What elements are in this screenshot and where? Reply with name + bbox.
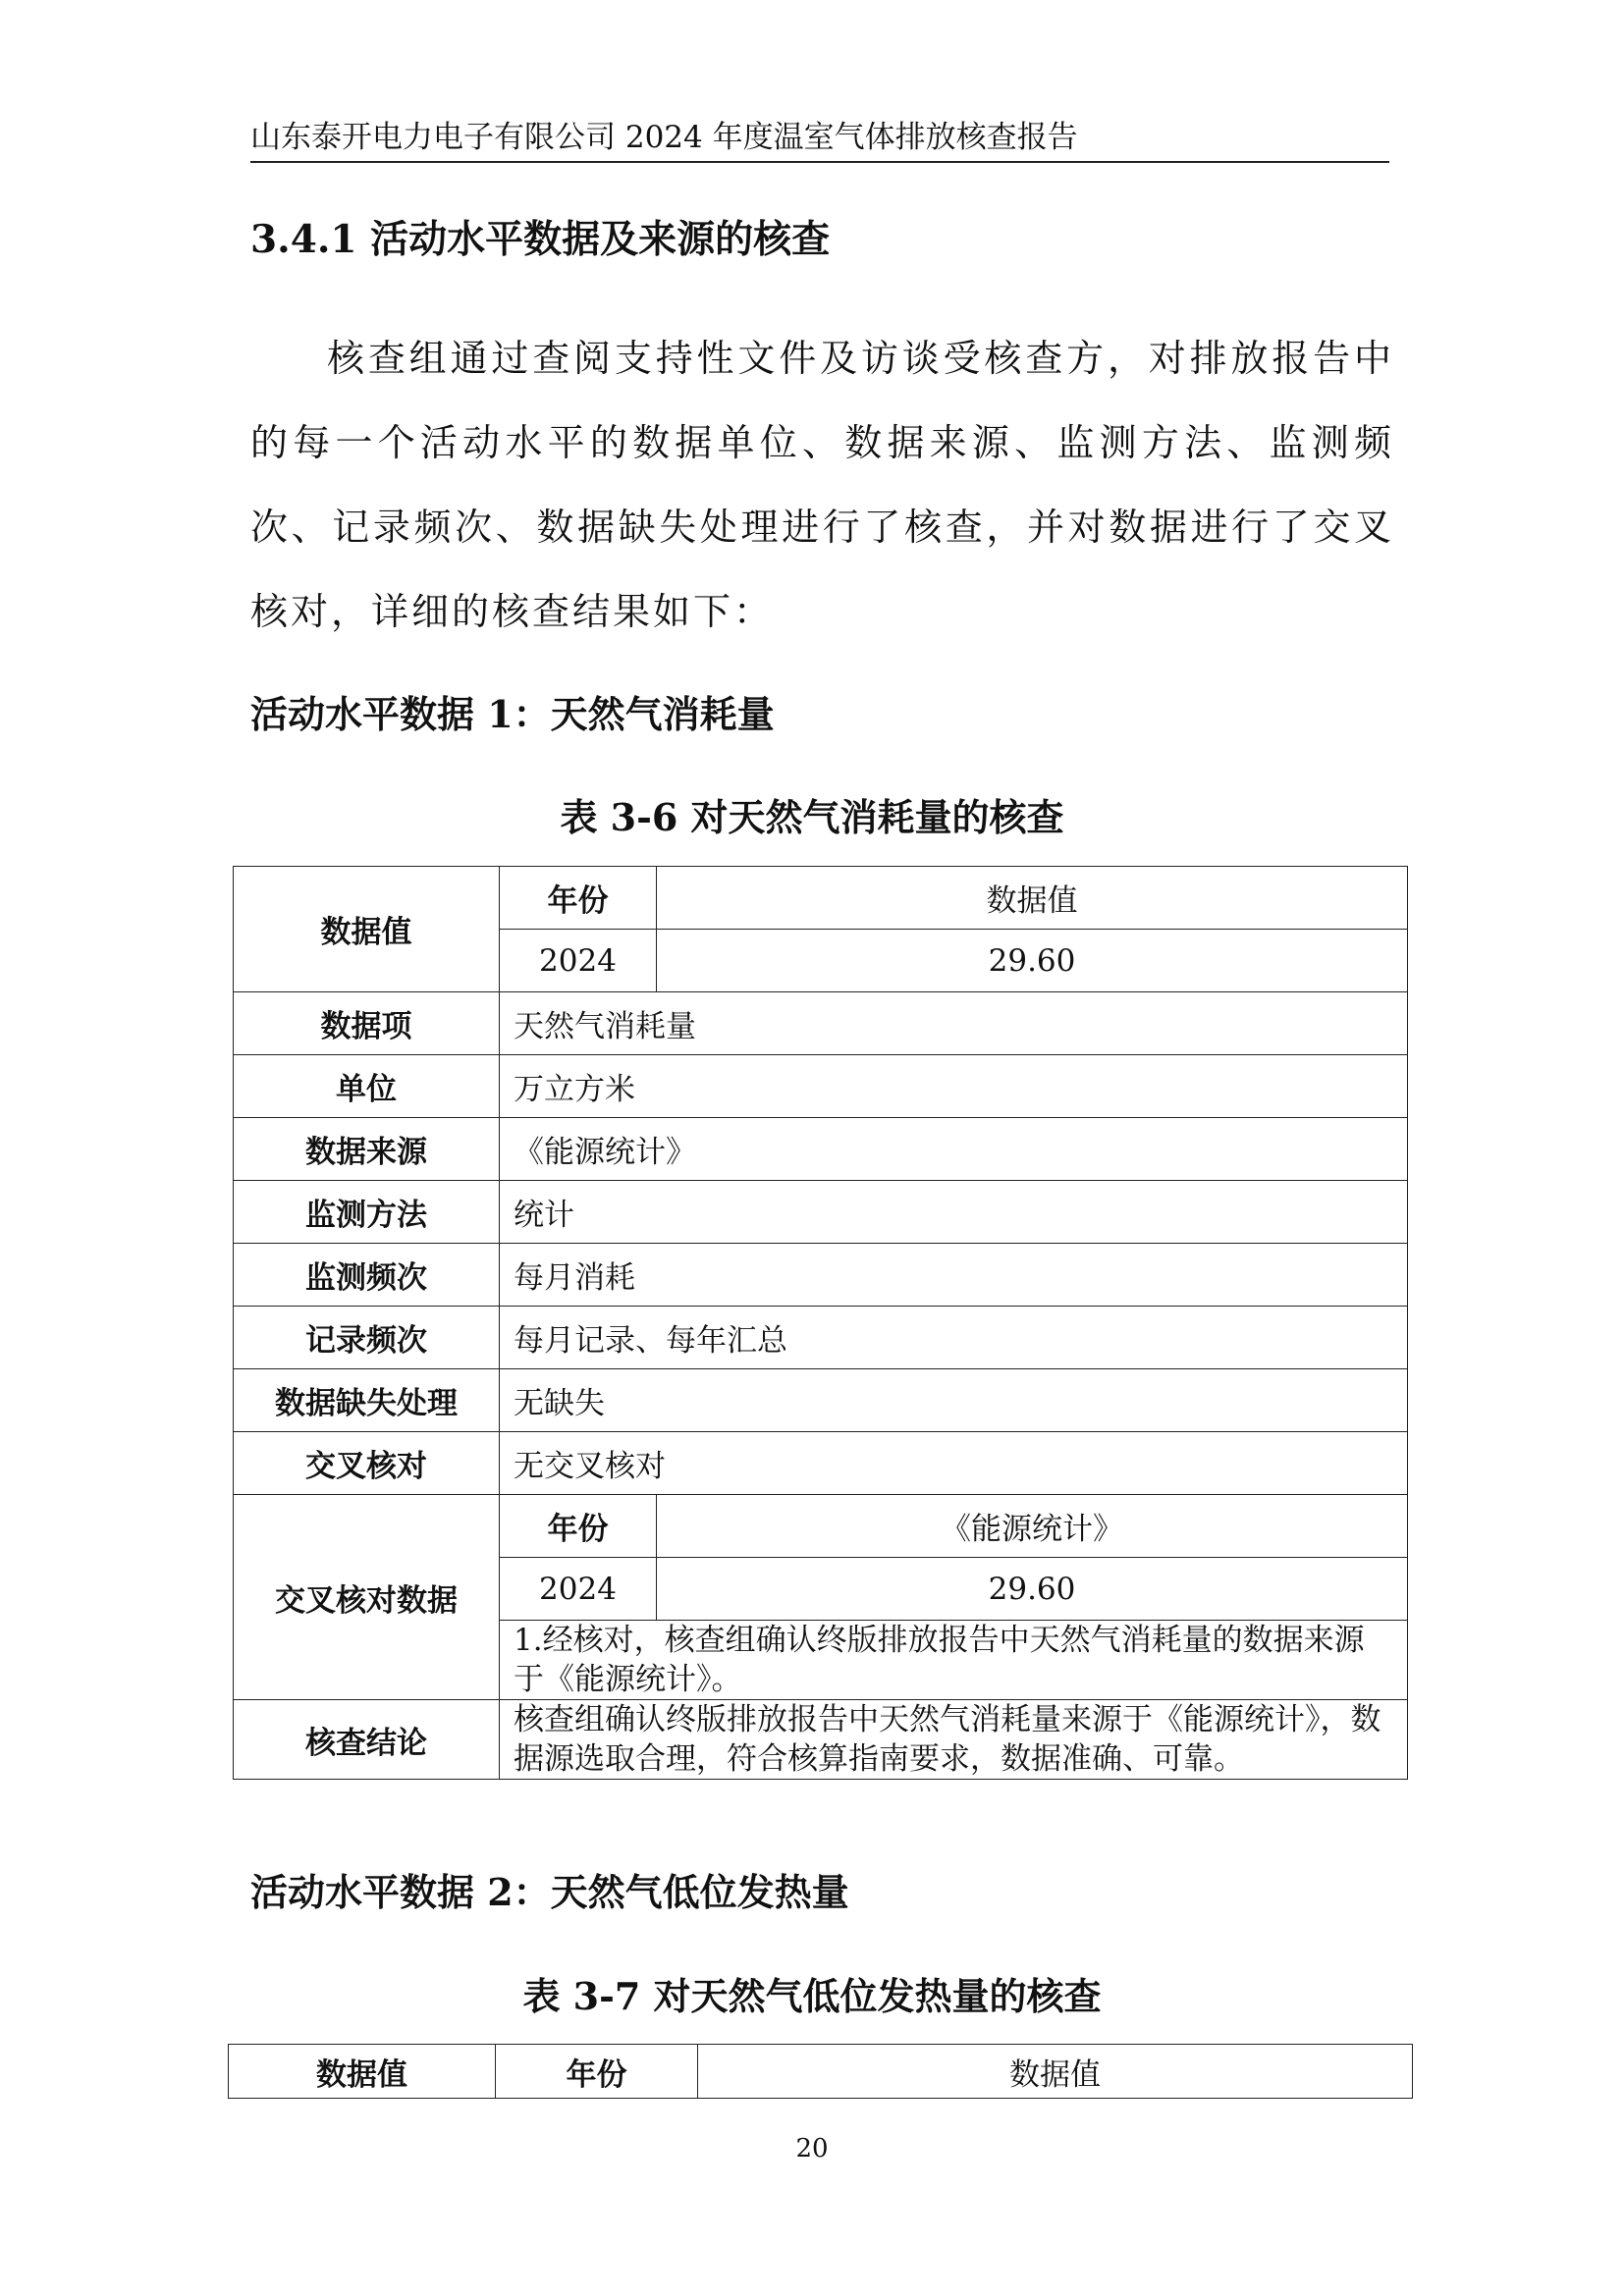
table-row (229, 2045, 1413, 2099)
value-header: 数据值 (657, 867, 1408, 930)
activity-1-heading: 活动水平数据 1：天然气消耗量 (250, 692, 775, 736)
table-row (234, 1307, 1408, 1369)
table-3-7-caption: 表 3-7 对天然气低位发热量的核查 (522, 1974, 1102, 2018)
row-label: 记录频次 (234, 1307, 500, 1369)
row-value: 《能源统计》 (500, 1118, 1408, 1181)
table-3-6 (233, 866, 1408, 1780)
table-row (234, 867, 1408, 930)
cross-check-data-label: 交叉核对数据 (234, 1495, 500, 1700)
row-value: 每月消耗 (500, 1244, 1408, 1307)
conclusion-text: 核查组确认终版排放报告中天然气消耗量来源于《能源统计》，数据源选取合理，符合核算指南要求，数据准确、可靠。 (500, 1700, 1408, 1780)
value-cell: 29.60 (657, 930, 1408, 992)
page-header: 山东泰开电力电子有限公司 2024 年度温室气体排放核查报告 (250, 116, 1389, 163)
conclusion-label: 核查结论 (234, 1700, 500, 1780)
page-number: 20 (795, 2134, 829, 2163)
row-value: 无交叉核对 (500, 1432, 1408, 1495)
row-label: 单位 (234, 1055, 500, 1118)
table-row (234, 1118, 1408, 1181)
table-row (234, 1432, 1408, 1495)
row-value: 统计 (500, 1181, 1408, 1244)
year-header: 年份 (496, 2045, 698, 2099)
row-label: 监测方法 (234, 1181, 500, 1244)
section-heading: 3.4.1 活动水平数据及来源的核查 (250, 217, 831, 262)
row-value: 天然气消耗量 (500, 992, 1408, 1055)
activity-2-heading: 活动水平数据 2：天然气低位发热量 (250, 1870, 849, 1914)
row-label: 数据项 (234, 992, 500, 1055)
data-value-label: 数据值 (234, 867, 500, 992)
table-3-7 (228, 2044, 1413, 2099)
row-label: 数据缺失处理 (234, 1369, 500, 1432)
cross-check-note: 1.经核对，核查组确认终版排放报告中天然气消耗量的数据来源于《能源统计》。 (500, 1621, 1408, 1700)
year-header: 年份 (500, 867, 657, 930)
table-row (234, 992, 1408, 1055)
table-row (234, 1495, 1408, 1558)
row-label: 数据来源 (234, 1118, 500, 1181)
table-3-6-caption: 表 3-6 对天然气消耗量的核查 (560, 795, 1064, 839)
intro-paragraph: 核查组通过查阅支持性文件及访谈受核查方，对排放报告中的每一个活动水平的数据单位、数据来源、监测方法、监测频次、记录频次、数据缺失处理进行了核查，并对数据进行了交叉核对，详细的核查结果如下： (250, 337, 1394, 633)
value-header: 数据值 (698, 2045, 1413, 2099)
row-label: 交叉核对 (234, 1432, 500, 1495)
table-row (234, 1181, 1408, 1244)
row-value: 无缺失 (500, 1369, 1408, 1432)
data-value-label: 数据值 (229, 2045, 496, 2099)
cross-check-source-header: 《能源统计》 (657, 1495, 1408, 1558)
row-label: 监测频次 (234, 1244, 500, 1307)
table-row (234, 1700, 1408, 1780)
row-value: 万立方米 (500, 1055, 1408, 1118)
row-value: 每月记录、每年汇总 (500, 1307, 1408, 1369)
year-cell: 2024 (500, 930, 657, 992)
table-row (234, 1369, 1408, 1432)
table-row (234, 1244, 1408, 1307)
table-row (234, 1055, 1408, 1118)
cross-check-value-cell: 29.60 (657, 1558, 1408, 1621)
cross-check-year-header: 年份 (500, 1495, 657, 1558)
cross-check-year-cell: 2024 (500, 1558, 657, 1621)
